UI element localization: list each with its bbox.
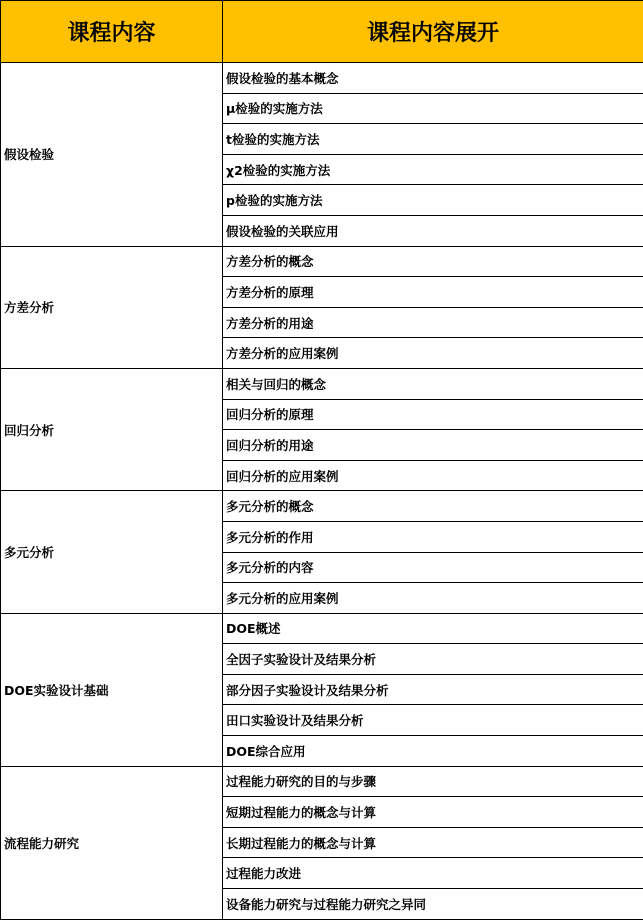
table-row — [1, 368, 643, 399]
header-course-content: 课程内容 — [1, 1, 223, 63]
item-cell: 回归分析的应用案例 — [223, 460, 643, 491]
table-row — [1, 613, 643, 644]
item-cell: 回归分析的用途 — [223, 430, 643, 461]
item-cell: 全因子实验设计及结果分析 — [223, 644, 643, 675]
item-cell: 方差分析的用途 — [223, 307, 643, 338]
item-cell: t检验的实施方法 — [223, 124, 643, 155]
table-row — [1, 766, 643, 797]
item-cell: DOE概述 — [223, 613, 643, 644]
item-cell: 短期过程能力的概念与计算 — [223, 797, 643, 828]
item-cell: 多元分析的作用 — [223, 521, 643, 552]
item-cell: μ检验的实施方法 — [223, 93, 643, 124]
topic-cell: 假设检验 — [1, 63, 223, 247]
item-cell: 回归分析的原理 — [223, 399, 643, 430]
table-row — [1, 63, 643, 94]
topic-cell: 方差分析 — [1, 246, 223, 368]
item-cell: 方差分析的原理 — [223, 277, 643, 308]
item-cell: χ2检验的实施方法 — [223, 154, 643, 185]
table-row — [1, 246, 643, 277]
item-cell: 长期过程能力的概念与计算 — [223, 827, 643, 858]
table-body — [1, 63, 643, 920]
item-cell: 田口实验设计及结果分析 — [223, 705, 643, 736]
item-cell: 多元分析的内容 — [223, 552, 643, 583]
table-row — [1, 491, 643, 522]
topic-cell: 回归分析 — [1, 368, 223, 490]
item-cell: 多元分析的概念 — [223, 491, 643, 522]
item-cell: 方差分析的概念 — [223, 246, 643, 277]
header-course-content-expanded: 课程内容展开 — [223, 1, 643, 63]
item-cell: 方差分析的应用案例 — [223, 338, 643, 369]
item-cell: 过程能力研究的目的与步骤 — [223, 766, 643, 797]
topic-cell: 多元分析 — [1, 491, 223, 613]
item-cell: 部分因子实验设计及结果分析 — [223, 674, 643, 705]
item-cell: 多元分析的应用案例 — [223, 583, 643, 614]
item-cell: 假设检验的关联应用 — [223, 215, 643, 246]
item-cell: 相关与回归的概念 — [223, 368, 643, 399]
topic-cell: 流程能力研究 — [1, 766, 223, 919]
item-cell: 假设检验的基本概念 — [223, 63, 643, 94]
item-cell: DOE综合应用 — [223, 736, 643, 767]
item-cell: p检验的实施方法 — [223, 185, 643, 216]
header-row — [1, 1, 643, 63]
item-cell: 设备能力研究与过程能力研究之异同 — [223, 889, 643, 920]
item-cell: 过程能力改进 — [223, 858, 643, 889]
topic-cell: DOE实验设计基础 — [1, 613, 223, 766]
